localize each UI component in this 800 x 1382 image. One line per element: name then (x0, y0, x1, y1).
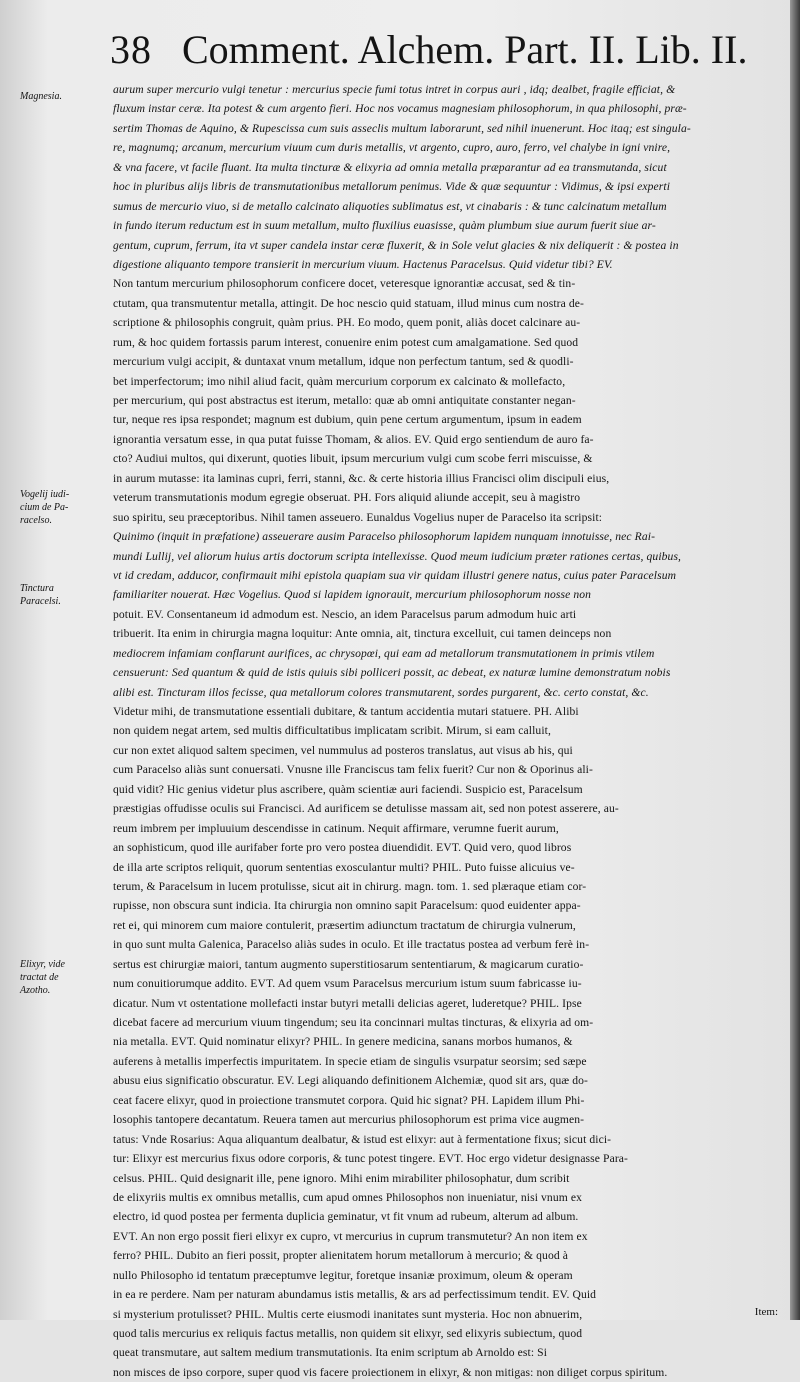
text-line: Non tantum mercurium philosophorum conficere docet, veteresque ignorantiæ accusat, sed & tin- (113, 277, 576, 291)
text-line: electro, id quod postea per fermenta duplicia geminatur, vt fit vnum ad rubeum, alterum ad album. (113, 1210, 579, 1224)
text-line: sumus de mercurio viuo, si de metallo calcinato aliquoties sublimatus est, vt cinabaris : & tunc calcinatum metallum (113, 199, 667, 213)
text-line: reum imbrem per impluuium descendisse in catinum. Nequit affirmare, verumne fuerit aurum, (113, 821, 559, 835)
text-line: gentum, cuprum, ferrum, ita vt super candela instar ceræ fluxerit, & in Sole velut glacies & nix deliquerit : & postea in (113, 238, 679, 252)
text-line: dicebat facere ad mercurium viuum tingendum; seu ita concinnari multas tincturas, & elixyria ad om- (113, 1016, 594, 1029)
text-line: potuit. EV. Consentaneum id admodum est. Nescio, an idem Paracelsus parum admodum huic arti (113, 607, 577, 621)
text-line: tatus: Vnde Rosarius: Aqua aliquantum dealbatur, & istud est elixyr: aut à fermentatione fixus; sicut dici- (113, 1132, 612, 1146)
text-line: re, magnumq; arcanum, mercurium viuum cum duris metallis, vt argento, cupro, auro, ferro, vel chalybe in igni vnire, (113, 141, 671, 155)
text-line: cto? Audiui multos, qui dixerunt, quoties libuit, ipsum mercurium vulgi cum scobe ferri miscuisse, & (113, 452, 593, 466)
margin-note-tinctura: Tinctura Paracelsi. (20, 583, 61, 607)
text-line: EVT. An non ergo possit fieri elixyr ex cupro, vt mercurius in cuprum transmutetur? An non item ex (113, 1229, 588, 1243)
text-line: si mysterium protulisset? PHIL. Multis certe eiusmodi inanitates sunt mysteria. Hoc non abnuerim, (113, 1307, 583, 1321)
text-line: celsus. PHIL. Quid designarit ille, pene ignoro. Mihi enim mirabiliter philosophatur, dum scribit (113, 1171, 570, 1185)
text-line: num conuitiorumque addito. EVT. Ad quem vsum Paracelsus mercurium istum suum fabricasse iu- (113, 977, 582, 991)
page-spine-edge (790, 0, 800, 1320)
text-line: nullo Philosopho id tentatum præceptumve legitur, foretque insaniæ proximum, oleum & operam (113, 1268, 573, 1282)
text-line: alibi est. Tincturam illos fecisse, qua metallorum colores transmutarent, sordes purgarent, &c. certo constat, &c. (113, 685, 649, 699)
text-line: præstigias offudisse oculis sui Francisci. Ad aurificem se detulisse massam ait, sed non potest asserere, au- (113, 802, 619, 816)
text-line: quod talis mercurius ex reliquis factus metallis, non quidem sit elixyr, sed elixyris subiectum, quod (113, 1327, 583, 1340)
text-line: veterum transmutationis modum egregie obseruat. PH. Fors aliquid aliunde accepit, seu à magistro (113, 491, 581, 505)
text-line: ignorantia versatum esse, in qua putat fuisse Thomam, & alios. EV. Quid ergo sentiendum de auro fa- (113, 432, 594, 446)
text-line: in ea re perdere. Nam per naturam abundamus istis metallis, & ars ad perfectissimum tendit. EV. Quid (113, 1288, 597, 1302)
text-line: in quo sunt multa Galenica, Paracelso aliàs sudes in oculo. Et ille tractatus postea ad verbum ferè in- (113, 938, 590, 952)
text-line: abusu eius significatio obscuratur. EV. Legi aliquando definitionem Alchemiæ, quod sit ars, quæ do- (113, 1074, 588, 1088)
text-line: losophis tantopere decantatum. Reuera tamen aut mercurius philosophorum est prima vice augmen- (113, 1113, 585, 1127)
text-line: queat transmutare, aut saltem medium transmutationis. Ita enim scriptum ab Arnoldo est: Si (113, 1346, 548, 1360)
text-line: terum, & Paracelsum in lucem protulisse, sicut ait in chirurg. magn. tom. 1. sed plæraque etiam cor- (113, 879, 587, 893)
text-line: bet imperfectorum; imo nihil aliud facit, quàm mercurium corporum ex calcinato & mollefacto, (113, 374, 566, 388)
text-line: mercurium vulgi accipit, & duntaxat vnum metallum, idque non perfectum tantum, sed & quodli- (113, 355, 574, 369)
text-line: suo spiritu, seu præceptoribus. Nihil tamen asseuero. Eunaldus Vogelius nuper de Paracelso ita scripsit: (113, 510, 603, 524)
text-line: cum Paracelso aliàs sunt conuersati. Vnusne ille Franciscus tam felix fuerit? Cur non & Oporinus ali- (113, 763, 593, 777)
margin-note-vogelius: Vogelij iudi- cium de Pa- racelso. (20, 489, 70, 526)
text-line: vt id credam, adducor, confirmauit mihi epistola quapiam sua vir quidam illustri genere natus, cuius pater Paracelsum (113, 568, 677, 582)
text-line: de illa arte scriptos reliquit, quorum sententias exosculantur multi? PHIL. Puto fuisse alicuius ve- (113, 860, 575, 874)
text-line: tur, neque res ipsa respondet; magnum est dubium, quin pene certum argumentum, ipsum in eadem (113, 413, 582, 427)
text-line: per mercurium, qui post abstractus est iterum, metallo: quæ ab omni antiquitate constanter negan- (113, 394, 576, 407)
text-line: de elixyriis multis ex omnibus metallis, cum apud omnes Philosophos non inueniatur, nisi vnum ex (113, 1190, 582, 1204)
text-line: mundi Lullij, vel aliorum huius artis doctorum scripta intellexisse. Quod meum iudicium præter rationes certas, quibus, (113, 549, 682, 563)
text-line: hoc in pluribus alijs libris de transmutationibus metallorum penimus. Vide & quæ sequuntur : Vidimus, & ipsi experti (113, 180, 671, 194)
text-line: non misces de ipso corpore, super quod vis facere proiectionem in elixyr, & non mitigas: non diliget corpus spiritum. (113, 1365, 668, 1379)
margin-note-elixyr: Elixyr, vide tractat de Azotho. (20, 959, 65, 996)
text-line: nia metalla. EVT. Quid nominatur elixyr? PHIL. In genere medicina, sanans morbos humanos, & (113, 1035, 573, 1049)
margin-note-magnesia: Magnesia. (20, 91, 62, 102)
text-line: auferens à metallis imperfectis impuritatem. In specie etiam de singulis vsurpatur seorsim; sed sæpe (113, 1054, 587, 1068)
body-text (113, 80, 785, 1382)
text-line: ceat facere elixyr, quod in proiectione transmutet corpora. Quid hic signat? PH. Lapidem illum Phi- (113, 1093, 585, 1107)
text-line: digestione aliquanto tempore transierit in mercurium viuum. Hactenus Paracelsus. Quid videtur tibi? EV. (113, 257, 613, 271)
text-line: ret ei, qui minorem cum maiore contulerit, præsertim adiunctum tractatum de chirurgia vulnerum, (113, 918, 576, 932)
page-number: 38 (110, 27, 152, 72)
text-line: familiariter nouerat. Hæc Vogelius. Quod si lapidem ignorauit, mercurium philosophorum nosse non (113, 588, 592, 602)
text-line: ctutam, qua transmutentur metalla, attingit. De hoc nescio quid statuam, illud minus cum nostra de- (113, 296, 584, 310)
text-line: quid vidit? Hic genius videtur plus ascribere, quàm scientiæ auri faciendi. Suspicio est, Paracelsum (113, 782, 583, 796)
text-line: rum, & hoc quidem fortassis parum interest, conuenire enim potest cum amalgamatione. Sed quod (113, 335, 579, 349)
text-line: aurum super mercurio vulgi tenetur : mercurius specie fumi totus intret in corpus auri , idq; dealbet, fragile efficiat, & (113, 83, 676, 96)
text-line: in fundo iterum reductum est in suum metallum, multo fluxilius euasisse, quàm plumbum siue aurum fuerit siue ar- (113, 219, 656, 233)
text-line: dicatur. Num vt ostentatione mollefacti instar butyri metalli delicias ageret, luderetque? PHIL. Ipse (113, 996, 582, 1010)
text-line: scriptione & philosophis congruit, quàm prius. PH. Eo modo, quem ponit, aliàs docet calcinare au- (113, 316, 581, 330)
text-line: Quinimo (inquit in præfatione) asseuerare ausim Paracelso philosophorum lapidem nunquam innotuisse, nec Rai- (113, 530, 656, 544)
running-title: Comment. Alchem. Part. II. Lib. II. (182, 27, 748, 72)
text-line: in aurum mutasse: ita laminas cupri, ferri, stanni, &c. & certe historia illius Francisci olim discipuli eius, (113, 471, 610, 485)
text-line: fluxum instar ceræ. Ita potest & cum argento fieri. Hoc nos vocamus magnesiam philosophorum, in qua philosophi, præ- (113, 102, 687, 116)
text-line: tribuerit. Ita enim in chirurgia magna loquitur: Ante omnia, ait, tinctura excelluit, cui tamen deinceps non (113, 627, 612, 641)
text-line: sertus est chirurgiæ maiori, tantum augmento superstitiosarum sententiarum, & magicarum curatio- (113, 957, 584, 971)
text-line: cur non extet aliquod saltem specimen, vel nummulus ad posteros translatus, aut visus ab his, qui (113, 743, 573, 757)
catchword: Item: (754, 1306, 778, 1318)
text-line: tur: Elixyr est mercurius fixus odore corporis, & tunc potest tingere. EVT. Hoc ergo videtur designasse Para- (113, 1152, 628, 1166)
text-line: & vna facere, vt facile fluant. Ita multa tincturæ & elixyria ad omnia metalla præparantur ad ea transmutanda, sicut (113, 160, 667, 174)
text-line: an sophisticum, quod ille aurifaber forte pro vero postea diuendidit. EVT. Quid vero, quod libros (113, 841, 572, 855)
text-line: rupisse, non obscura sunt indicia. Ita chirurgia non omnino sapit Paracelsum: quod euidenter appa- (113, 899, 581, 913)
text-line: Videtur mihi, de transmutatione essentiali dubitare, & tantum accidentia mutari statuere. PH. Alibi (113, 705, 579, 718)
text-line: censuerunt: Sed quantum & quid de istis quiuis sibi polliceri possit, ac debeat, ex naturæ lumine demonstratum nobis (113, 666, 671, 680)
text-line: sertim Thomas de Aquino, & Rupescissa cum suis asseclis multum laborarunt, sed nihil inuenerunt. Hoc itaq; est singula- (113, 121, 691, 135)
page-header (110, 28, 790, 76)
text-line: ferro? PHIL. Dubito an fieri possit, propter alienitatem horum metallorum à mercurio; & quod à (113, 1249, 568, 1263)
text-line: mediocrem infamiam conflarunt aurifices, ac chrysopœi, qui eam ad metallorum transmutationem in primis vtilem (113, 646, 655, 660)
text-line: non quidem negat artem, sed multis difficultatibus implicatam scribit. Mirum, si eam calluit, (113, 724, 551, 738)
